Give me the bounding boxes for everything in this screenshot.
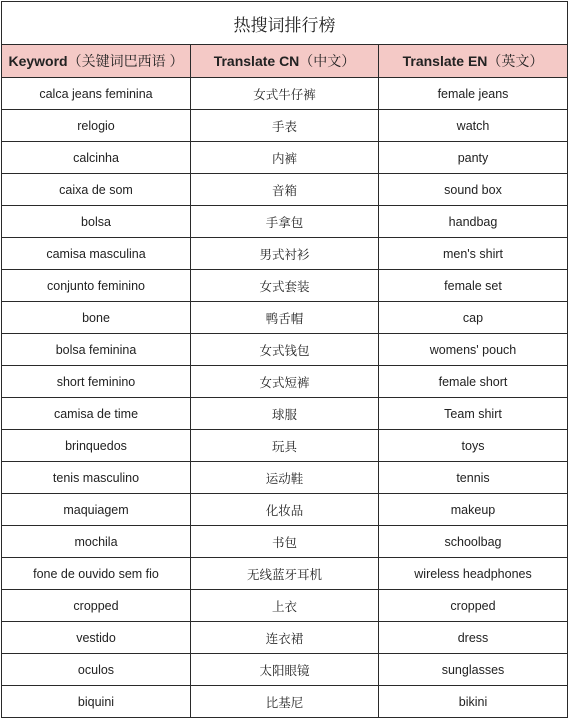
table-row: [2, 462, 568, 494]
table-row: [2, 110, 568, 142]
keyword-cell: short feminino: [2, 366, 191, 398]
translate-en-cell: handbag: [379, 206, 568, 238]
keyword-cell: fone de ouvido sem fio: [2, 558, 191, 590]
keyword-cell: vestido: [2, 622, 191, 654]
table-row: [2, 334, 568, 366]
translate-en-cell: makeup: [379, 494, 568, 526]
header-translate-cn: Translate CN（中文）: [191, 45, 379, 78]
table-row: [2, 686, 568, 718]
table-row: [2, 302, 568, 334]
keyword-cell: caixa de som: [2, 174, 191, 206]
translate-cn-cell: 女式套装: [191, 270, 379, 302]
translate-cn-cell: 内裤: [191, 142, 379, 174]
translate-cn-cell: 太阳眼镜: [191, 654, 379, 686]
translate-en-cell: schoolbag: [379, 526, 568, 558]
hot-search-table: [1, 1, 568, 718]
translate-cn-cell: 无线蓝牙耳机: [191, 558, 379, 590]
translate-en-cell: cap: [379, 302, 568, 334]
translate-cn-cell: 女式钱包: [191, 334, 379, 366]
translate-en-cell: bikini: [379, 686, 568, 718]
translate-en-cell: watch: [379, 110, 568, 142]
translate-cn-cell: 音箱: [191, 174, 379, 206]
translate-en-cell: female jeans: [379, 78, 568, 110]
table-row: [2, 174, 568, 206]
table-row: [2, 398, 568, 430]
header-keyword: Keyword（关键词巴西语 ）: [2, 45, 191, 78]
translate-en-cell: men's shirt: [379, 238, 568, 270]
translate-en-cell: wireless headphones: [379, 558, 568, 590]
translate-cn-cell: 运动鞋: [191, 462, 379, 494]
table-row: [2, 558, 568, 590]
keyword-cell: camisa masculina: [2, 238, 191, 270]
table-row: [2, 78, 568, 110]
table-row: [2, 430, 568, 462]
translate-cn-cell: 球服: [191, 398, 379, 430]
table-row: [2, 654, 568, 686]
keyword-cell: cropped: [2, 590, 191, 622]
translate-en-cell: dress: [379, 622, 568, 654]
keyword-cell: mochila: [2, 526, 191, 558]
keyword-cell: conjunto feminino: [2, 270, 191, 302]
table-row: [2, 590, 568, 622]
keyword-cell: biquini: [2, 686, 191, 718]
translate-cn-cell: 鸭舌帽: [191, 302, 379, 334]
keyword-cell: maquiagem: [2, 494, 191, 526]
translate-en-cell: sunglasses: [379, 654, 568, 686]
translate-en-cell: Team shirt: [379, 398, 568, 430]
table-row: [2, 238, 568, 270]
translate-cn-cell: 手拿包: [191, 206, 379, 238]
table-title: 热搜词排行榜: [2, 2, 568, 45]
translate-en-cell: female short: [379, 366, 568, 398]
keyword-cell: calcinha: [2, 142, 191, 174]
translate-cn-cell: 手表: [191, 110, 379, 142]
translate-en-cell: sound box: [379, 174, 568, 206]
table-row: [2, 526, 568, 558]
keyword-cell: tenis masculino: [2, 462, 191, 494]
header-row: [2, 45, 568, 78]
table-row: [2, 142, 568, 174]
translate-cn-cell: 玩具: [191, 430, 379, 462]
table-row: [2, 622, 568, 654]
table-body: [2, 78, 568, 718]
translate-cn-cell: 连衣裙: [191, 622, 379, 654]
translate-en-cell: toys: [379, 430, 568, 462]
translate-cn-cell: 女式短裤: [191, 366, 379, 398]
translate-en-cell: cropped: [379, 590, 568, 622]
translate-en-cell: womens' pouch: [379, 334, 568, 366]
keyword-table-sheet: [1, 1, 567, 718]
table-row: [2, 270, 568, 302]
keyword-cell: relogio: [2, 110, 191, 142]
translate-cn-cell: 书包: [191, 526, 379, 558]
translate-en-cell: panty: [379, 142, 568, 174]
translate-cn-cell: 男式衬衫: [191, 238, 379, 270]
keyword-cell: bone: [2, 302, 191, 334]
translate-cn-cell: 上衣: [191, 590, 379, 622]
keyword-cell: bolsa feminina: [2, 334, 191, 366]
translate-en-cell: tennis: [379, 462, 568, 494]
keyword-cell: calca jeans feminina: [2, 78, 191, 110]
translate-cn-cell: 化妆品: [191, 494, 379, 526]
translate-en-cell: female set: [379, 270, 568, 302]
translate-cn-cell: 比基尼: [191, 686, 379, 718]
keyword-cell: oculos: [2, 654, 191, 686]
table-row: [2, 206, 568, 238]
table-row: [2, 366, 568, 398]
keyword-cell: camisa de time: [2, 398, 191, 430]
header-translate-en: Translate EN（英文）: [379, 45, 568, 78]
table-row: [2, 494, 568, 526]
keyword-cell: brinquedos: [2, 430, 191, 462]
keyword-cell: bolsa: [2, 206, 191, 238]
translate-cn-cell: 女式牛仔裤: [191, 78, 379, 110]
